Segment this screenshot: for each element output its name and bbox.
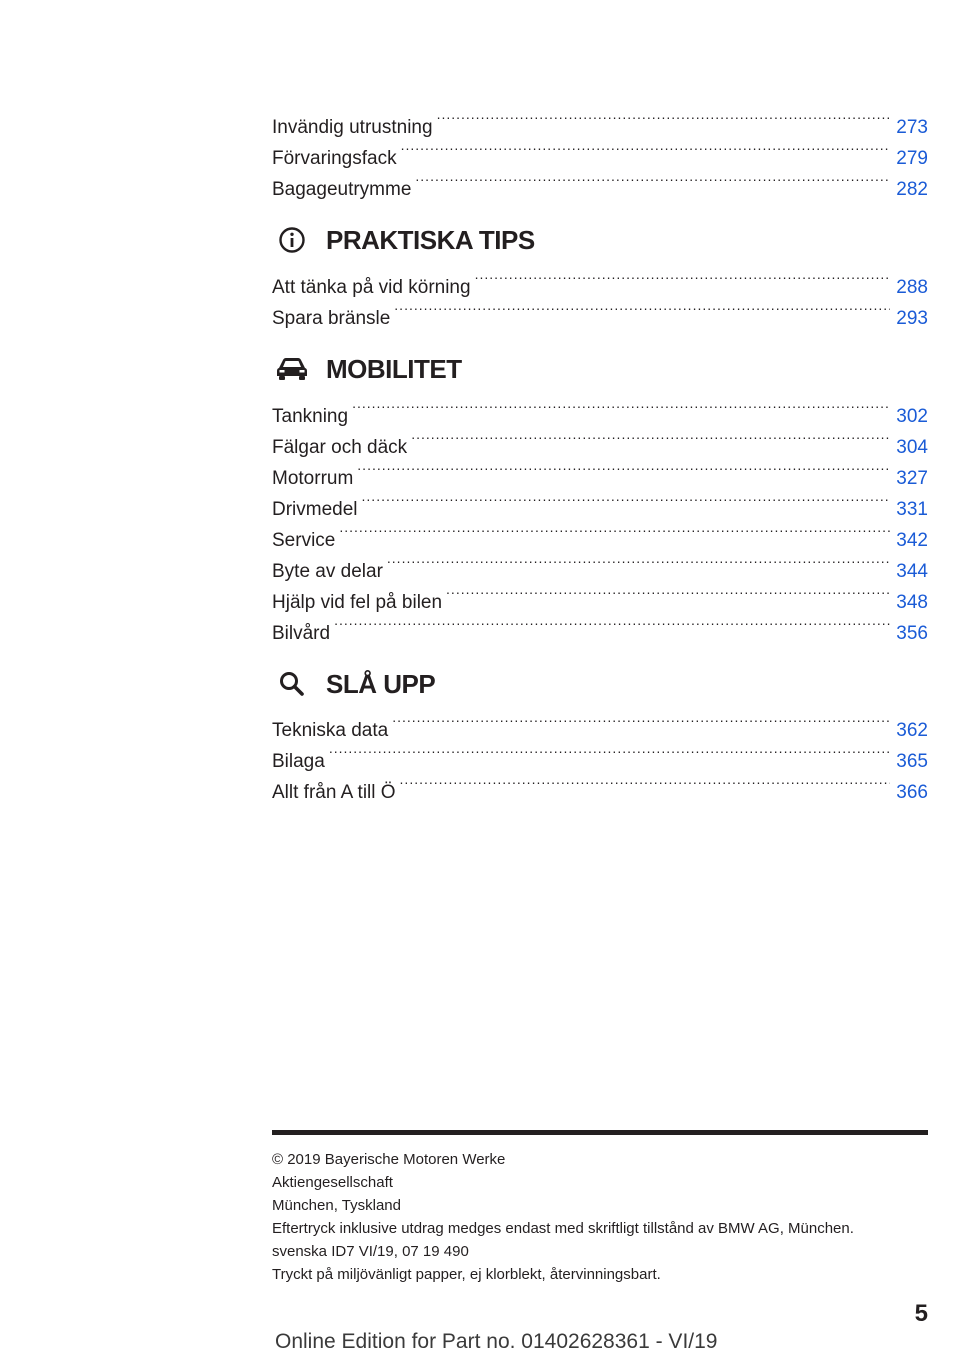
toc-leader-dots xyxy=(437,102,891,133)
online-edition-footer: Online Edition for Part no. 01402628361 - VI/19 xyxy=(275,1330,718,1353)
toc-entry-title: Invändig utrustning xyxy=(272,117,433,138)
toc-entry-page-link[interactable]: 342 xyxy=(896,530,928,551)
toc-entry[interactable] xyxy=(272,262,928,298)
toc-entry-title: Bagageutrymme xyxy=(272,179,412,200)
toc-entry-title: Service xyxy=(272,530,336,551)
toc-group-mobility xyxy=(272,391,928,644)
toc-entry[interactable] xyxy=(272,422,928,458)
toc-entry-page-link[interactable]: 279 xyxy=(896,148,928,169)
section-heading-label: PRAKTISKA TIPS xyxy=(326,224,535,255)
imprint-line: svenska ID7 VI/19, 07 19 490 xyxy=(272,1243,469,1260)
toc-entry-title: Motorrum xyxy=(272,468,354,489)
toc-entry-title: Spara bränsle xyxy=(272,308,391,329)
toc-group-interior xyxy=(272,102,928,200)
toc-leader-dots xyxy=(362,484,891,515)
toc-entry[interactable] xyxy=(272,484,928,520)
toc-entry-page-link[interactable]: 331 xyxy=(896,499,928,520)
toc-entry[interactable] xyxy=(272,453,928,489)
toc-entry-title: Drivmedel xyxy=(272,499,358,520)
toc-entry-page-link[interactable]: 365 xyxy=(896,751,928,772)
toc-leader-dots xyxy=(475,262,891,293)
section-heading-label: MOBILITET xyxy=(326,353,462,384)
toc-entry-title: Hjälp vid fel på bilen xyxy=(272,592,443,613)
toc-entry-page-link[interactable]: 293 xyxy=(896,308,928,329)
toc-entry-page-link[interactable]: 356 xyxy=(896,623,928,644)
section-heading-lookup xyxy=(272,664,435,704)
imprint-line: München, Tyskland xyxy=(272,1197,401,1214)
toc-entry-page-link[interactable]: 288 xyxy=(896,277,928,298)
search-icon xyxy=(272,668,312,700)
toc-entry-title: Fälgar och däck xyxy=(272,437,408,458)
toc-entry-page-link[interactable]: 327 xyxy=(896,468,928,489)
toc-leader-dots xyxy=(392,705,890,736)
toc-entry[interactable] xyxy=(272,767,928,803)
toc-leader-dots xyxy=(339,515,890,546)
toc-group-lookup xyxy=(272,705,928,803)
toc-entry-title: Tekniska data xyxy=(272,720,389,741)
imprint-line: Eftertryck inklusive utdrag medges endast med skriftligt tillstånd av BMW AG, München. xyxy=(272,1220,854,1237)
toc-entry-page-link[interactable]: 282 xyxy=(896,179,928,200)
toc-entry-title: Bilaga xyxy=(272,751,325,772)
section-heading-mobility xyxy=(272,349,462,389)
toc-entry-page-link[interactable]: 302 xyxy=(896,406,928,427)
imprint-line: © 2019 Bayerische Motoren Werke xyxy=(272,1151,506,1168)
car-icon xyxy=(272,353,312,385)
toc-leader-dots xyxy=(446,577,890,608)
toc-leader-dots xyxy=(387,546,890,577)
toc-entry-page-link[interactable]: 273 xyxy=(896,117,928,138)
imprint-line: Tryckt på miljövänligt papper, ej klorblekt, återvinningsbart. xyxy=(272,1266,661,1283)
toc-entry[interactable] xyxy=(272,391,928,427)
page-number: 5 xyxy=(914,1300,928,1327)
toc-leader-dots xyxy=(394,293,890,324)
toc-leader-dots xyxy=(415,164,890,195)
toc-leader-dots xyxy=(334,608,890,639)
toc-entry[interactable] xyxy=(272,515,928,551)
toc-leader-dots xyxy=(329,736,890,767)
toc-entry-title: Tankning xyxy=(272,406,349,427)
toc-entry-title: Bilvård xyxy=(272,623,331,644)
toc-leader-dots xyxy=(400,767,891,798)
imprint-divider xyxy=(272,1130,928,1135)
section-heading-practical-tips xyxy=(272,220,535,260)
toc-entry-page-link[interactable]: 344 xyxy=(896,561,928,582)
toc-entry-title: Allt från A till Ö xyxy=(272,782,396,803)
toc-entry-page-link[interactable]: 304 xyxy=(896,437,928,458)
toc-leader-dots xyxy=(352,391,890,422)
toc-entry[interactable] xyxy=(272,546,928,582)
info-icon xyxy=(272,224,312,256)
toc-entry[interactable] xyxy=(272,102,928,138)
imprint-line: Aktiengesellschaft xyxy=(272,1174,393,1191)
toc-entry-title: Byte av delar xyxy=(272,561,383,582)
toc-entry-page-link[interactable]: 348 xyxy=(896,592,928,613)
toc-entry[interactable] xyxy=(272,705,928,741)
toc-entry-page-link[interactable]: 362 xyxy=(896,720,928,741)
toc-entry-page-link[interactable]: 366 xyxy=(896,782,928,803)
section-heading-label: SLÅ UPP xyxy=(326,668,436,699)
toc-leader-dots xyxy=(411,422,890,453)
toc-entry-title: Att tänka på vid körning xyxy=(272,277,471,298)
toc-group-practical-tips xyxy=(272,262,928,329)
toc-entry[interactable] xyxy=(272,736,928,772)
imprint-block xyxy=(272,1148,854,1286)
toc-entry-title: Förvaringsfack xyxy=(272,148,397,169)
toc-leader-dots xyxy=(401,133,891,164)
toc-leader-dots xyxy=(357,453,890,484)
toc-entry[interactable] xyxy=(272,608,928,644)
